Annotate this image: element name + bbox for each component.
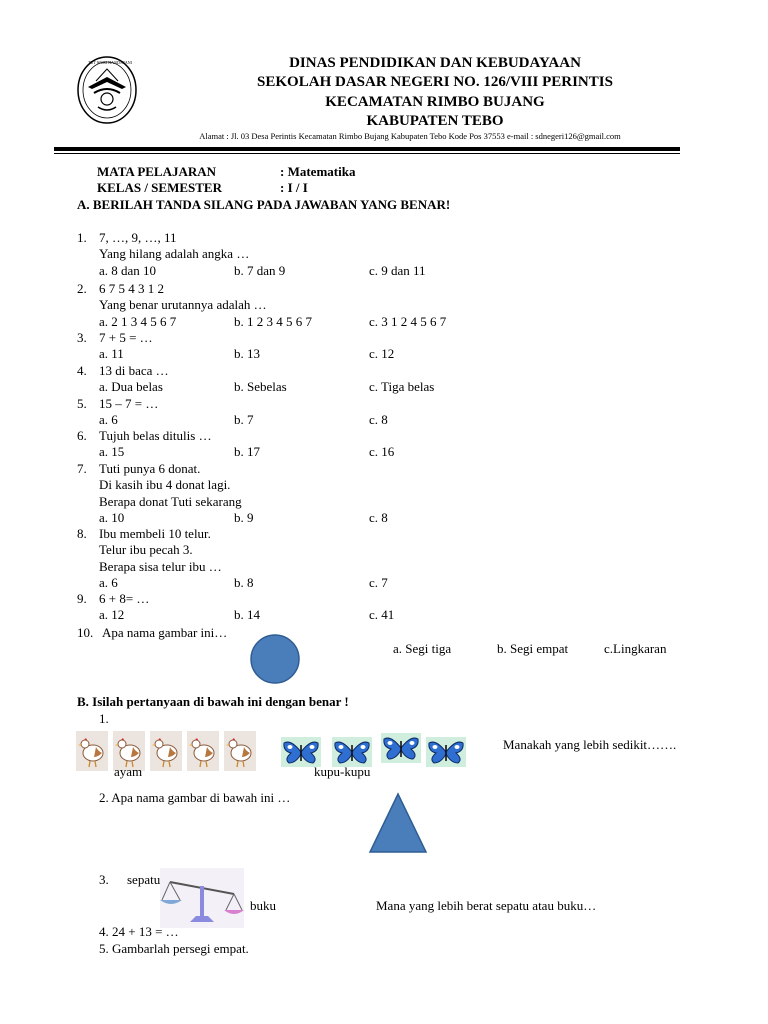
question-2-number: 2. bbox=[77, 281, 87, 296]
question-3-text: 7 + 5 = … bbox=[99, 330, 153, 345]
question-2-option-c: c. 3 1 2 4 5 6 7 bbox=[369, 313, 447, 329]
q10-option-b: b. Segi empat bbox=[497, 641, 569, 656]
question-3-number: 3. bbox=[77, 330, 87, 345]
q10-option-a: a. Segi tiga bbox=[393, 641, 452, 656]
question-6-text: Tujuh belas ditulis … bbox=[99, 428, 212, 443]
question-7-number: 7. bbox=[77, 461, 87, 476]
question-8-number: 8. bbox=[77, 526, 87, 541]
question-7-option-c: c. 8 bbox=[369, 509, 388, 525]
header-line-2: SEKOLAH DASAR NEGERI NO. 126/VIII PERINTIS bbox=[257, 74, 613, 90]
question-7-text: Di kasih ibu 4 donat lagi. bbox=[99, 477, 231, 493]
butterfly-icon bbox=[281, 737, 321, 767]
question-9-text: 6 + 8= … bbox=[99, 591, 150, 606]
question-8-option-c: c. 7 bbox=[369, 574, 388, 590]
question-5-number: 5. bbox=[77, 396, 87, 411]
butterfly-icon bbox=[426, 737, 466, 767]
section-b-q1-text: Manakah yang lebih sedikit……. bbox=[503, 737, 677, 752]
question-9-option-c: c. 41 bbox=[369, 607, 395, 623]
question-7-text: Tuti punya 6 donat. bbox=[99, 461, 201, 476]
question-5-text: 15 – 7 = … bbox=[99, 396, 159, 411]
question-2-text: 6 7 5 4 3 1 2 bbox=[99, 281, 164, 296]
chicken-label: ayam bbox=[114, 764, 143, 779]
question-5-option-a: a. 6 bbox=[99, 412, 118, 428]
question-8-option-b: b. 8 bbox=[234, 574, 254, 590]
question-1-text: Yang hilang adalah angka … bbox=[99, 246, 250, 262]
subject-value: : Matematika bbox=[280, 164, 356, 179]
question-4-number: 4. bbox=[77, 363, 87, 378]
shoe-label: sepatu bbox=[127, 872, 161, 887]
section-b-q4: 4. 24 + 13 = … bbox=[99, 924, 179, 939]
question-4-option-a: a. Dua belas bbox=[99, 379, 163, 395]
chicken-icon bbox=[76, 731, 108, 771]
logo-text: TUT WURI HANDAYANI bbox=[88, 60, 132, 65]
header-line-3: KECAMATAN RIMBO BUJANG bbox=[325, 94, 545, 110]
q10-option-c: c.Lingkaran bbox=[604, 641, 667, 656]
question-2-option-b: b. 1 2 3 4 5 6 7 bbox=[234, 313, 312, 329]
circle-shape bbox=[248, 632, 302, 686]
triangle-shape bbox=[368, 792, 428, 854]
question-7-text: Berapa donat Tuti sekarang bbox=[99, 493, 242, 509]
section-b-q1-number: 1. bbox=[99, 711, 109, 726]
question-6-option-c: c. 16 bbox=[369, 444, 395, 460]
question-6-option-a: a. 15 bbox=[99, 444, 125, 460]
school-logo bbox=[76, 55, 138, 125]
question-2-option-a: a. 2 1 3 4 5 6 7 bbox=[99, 313, 177, 329]
question-8-text: Telur ibu pecah 3. bbox=[99, 542, 193, 558]
question-3-option-c: c. 12 bbox=[369, 346, 395, 362]
question-8-text: Berapa sisa telur ibu … bbox=[99, 558, 222, 574]
question-5-option-b: b. 7 bbox=[234, 412, 254, 428]
question-4-option-c: c. Tiga belas bbox=[369, 379, 435, 395]
chicken-icon bbox=[150, 731, 182, 771]
class-value: : I / I bbox=[280, 180, 308, 195]
question-1-option-a: a. 8 dan 10 bbox=[99, 262, 157, 278]
question-3-option-b: b. 13 bbox=[234, 346, 260, 362]
question-7-option-a: a. 10 bbox=[99, 509, 125, 525]
q10-number: 10. bbox=[77, 625, 94, 640]
question-7-option-b: b. 9 bbox=[234, 509, 254, 525]
header-rule-thick bbox=[54, 147, 680, 151]
section-b-q3-number: 3. bbox=[99, 872, 109, 887]
question-8-text: Ibu membeli 10 telur. bbox=[99, 526, 211, 541]
chicken-icon bbox=[187, 731, 219, 771]
question-9-option-b: b. 14 bbox=[234, 607, 260, 623]
question-6-option-b: b. 17 bbox=[234, 444, 260, 460]
question-1-number: 1. bbox=[77, 230, 87, 245]
butterfly-icon bbox=[332, 737, 372, 767]
question-1-text: 7, …, 9, …, 11 bbox=[99, 230, 177, 245]
question-2-text: Yang benar urutannya adalah … bbox=[99, 297, 267, 313]
question-4-option-b: b. Sebelas bbox=[234, 379, 287, 395]
butterfly-icon bbox=[381, 733, 421, 763]
class-label: KELAS / SEMESTER bbox=[97, 180, 222, 195]
question-1-option-b: b. 7 dan 9 bbox=[234, 262, 286, 278]
header-rule-thin bbox=[54, 153, 680, 154]
question-5-option-c: c. 8 bbox=[369, 412, 388, 428]
book-label: buku bbox=[250, 898, 276, 913]
section-b-title: B. Isilah pertanyaan di bawah ini dengan benar ! bbox=[77, 694, 349, 709]
question-6-number: 6. bbox=[77, 428, 87, 443]
butterfly-label: kupu-kupu bbox=[314, 764, 371, 779]
header-line-1: DINAS PENDIDIKAN DAN KEBUDAYAAN bbox=[289, 55, 581, 71]
header-address: Alamat : Jl. 03 Desa Perintis Kecamatan Rimbo Bujang Kabupaten Tebo Kode Pos 37553 e-mail : sdnegeri126@gmail.com bbox=[199, 131, 621, 141]
header-line-4: KABUPATEN TEBO bbox=[366, 113, 504, 129]
chicken-icon bbox=[224, 731, 256, 771]
section-a-title: A. BERILAH TANDA SILANG PADA JAWABAN YANG BENAR! bbox=[77, 197, 451, 212]
question-3-option-a: a. 11 bbox=[99, 346, 124, 362]
section-b-q2: 2. Apa nama gambar di bawah ini … bbox=[99, 790, 291, 805]
q10-text: Apa nama gambar ini… bbox=[102, 625, 228, 640]
question-9-number: 9. bbox=[77, 591, 87, 606]
question-8-option-a: a. 6 bbox=[99, 574, 118, 590]
balance-scale-icon bbox=[160, 868, 244, 928]
question-9-option-a: a. 12 bbox=[99, 607, 125, 623]
section-b-q5: 5. Gambarlah persegi empat. bbox=[99, 941, 249, 956]
question-4-text: 13 di baca … bbox=[99, 363, 169, 378]
section-b-q3-text: Mana yang lebih berat sepatu atau buku… bbox=[376, 898, 597, 913]
question-1-option-c: c. 9 dan 11 bbox=[369, 262, 426, 278]
subject-label: MATA PELAJARAN bbox=[97, 164, 217, 179]
